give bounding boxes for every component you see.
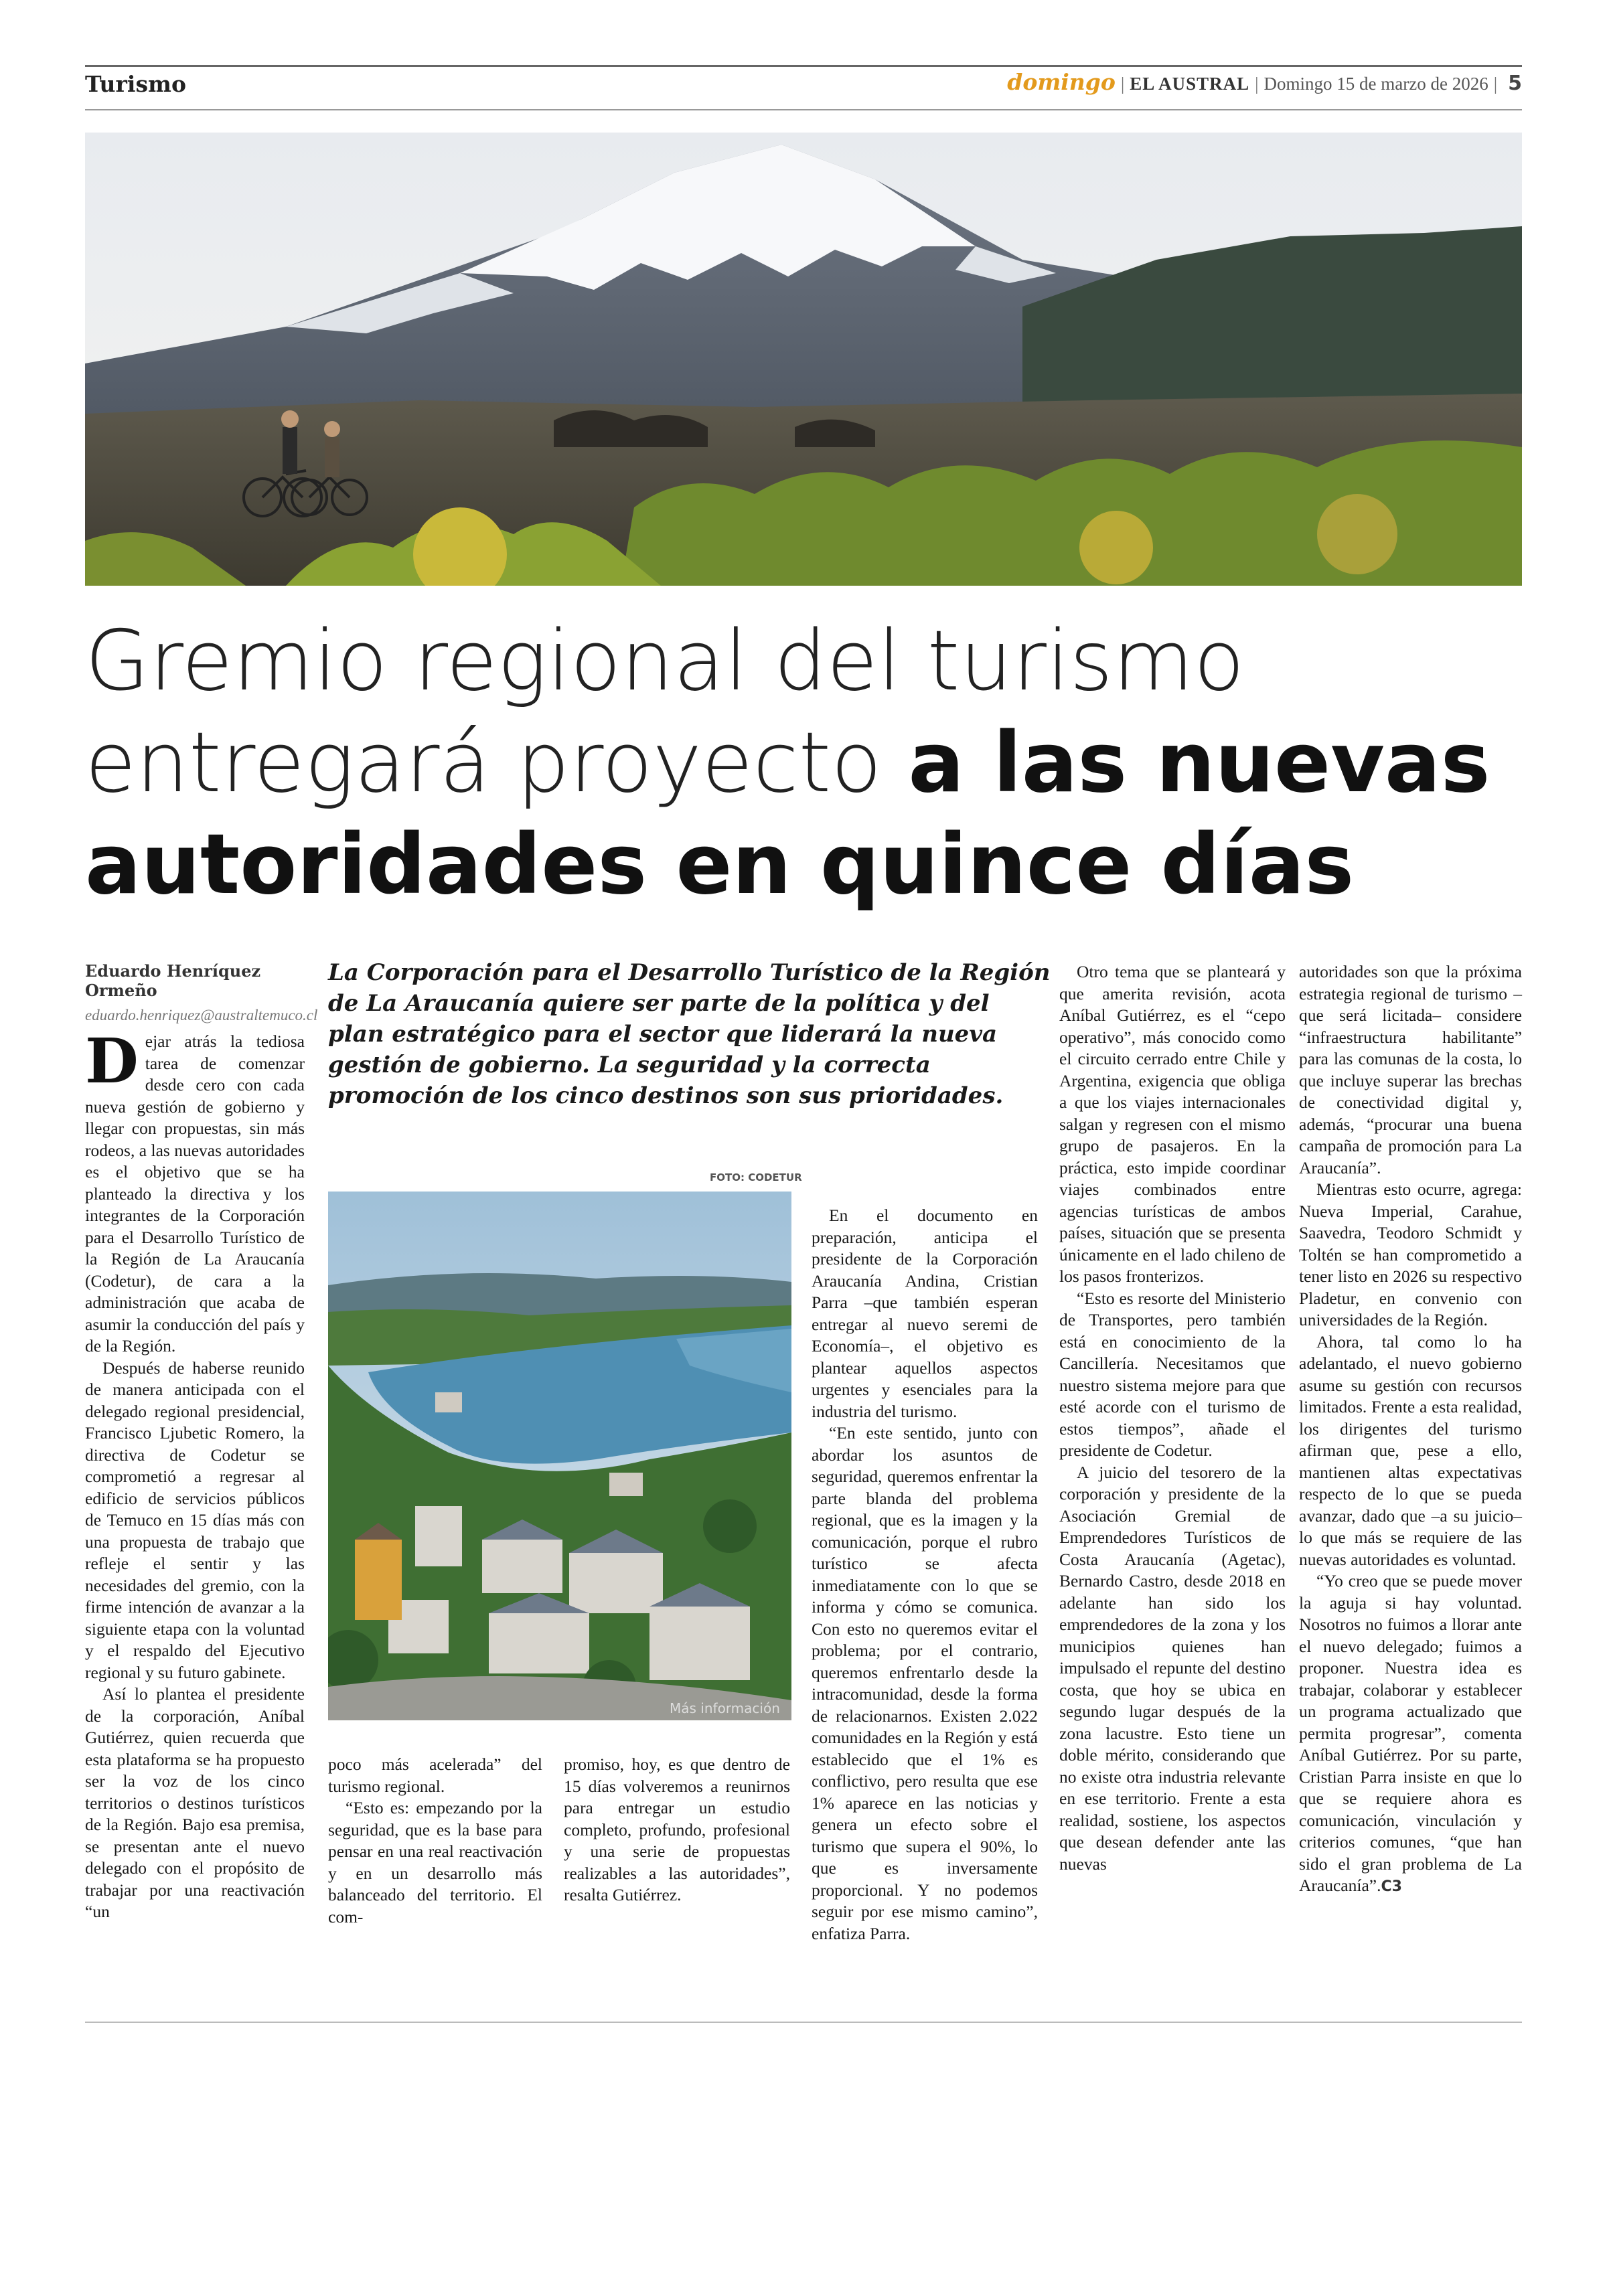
issue-date: Domingo 15 de marzo de 2026	[1264, 74, 1488, 94]
supplement-name: domingo	[1007, 69, 1116, 95]
top-rule	[85, 65, 1522, 67]
paragraph: promiso, hoy, es que dentro de 15 días volveremos a reunirnos para entregar un estudio completo, profundo, profesional y una serie de propuestas realizables a las autoridades”, resalta Gutiérrez.	[564, 1754, 790, 1904]
hero-photo	[85, 133, 1522, 586]
paragraph: A juicio del tesorero de la corporación y presidente de la Asociación Gremial de Emprendedores Turísticos de Costa Araucanía (Agetac), Bernardo Castro, desde 2018 en adelante han sido los emprendedores de la zona y los municipios quienes han impulsado el repunte del destino costa, que hoy se ubica en segundo lugar después de la zona lacustre. Esto tiene un doble mérito, considerando que no existe otra industria relevante en ese territorio. Frente a esta realidad, sostiene, los aspectos que desean defender ante las nuevas	[1059, 1462, 1286, 1874]
header-rule	[85, 109, 1522, 110]
paragraph: Después de haberse reunido de manera anticipada con el delegado regional presidencial, Francisco Ljubetic Romero, la directiva de Codetur se comprometió a regresar al edificio de servicios públicos de Temuco en 15 días más con una propuesta de trabajo que refleje el sentir y las necesidades del gremio, con la firme intención de avanzar a la siguiente etapa con la voluntad y el respaldo del Ejecutivo regional y su futuro gabinete.	[85, 1358, 305, 1682]
headline-line-2-bold: a las nuevas	[908, 715, 1490, 811]
column-1	[85, 1025, 305, 1923]
column-2	[328, 1754, 542, 1928]
headline-line-2-light: entregará proyecto	[85, 715, 909, 811]
page-number: 5	[1508, 72, 1522, 95]
column-6	[1299, 961, 1522, 1898]
paragraph: Así lo plantea el presidente de la corporación, Aníbal Gutiérrez, quien recuerda que esta plataforma se ha propuesto ser la voz de los cinco territorios o destinos turísticos de la Región. Bajo esa premisa, se presentan ante el nuevo delegado con el propósito de trabajar por una reactivación “un	[85, 1684, 305, 1921]
photo-watermark: Más información	[670, 1700, 780, 1716]
paragraph: “Esto es: empezando por la seguridad, que es la base para pensar en una real reactivación y en un desarrollo más balanceado del territorio. El com-	[328, 1798, 542, 1926]
paragraph: Ahora, tal como lo ha adelantado, el nuevo gobierno asume su gestión con recursos limitados. Frente a esta realidad, los dirigentes del turismo afirman que, pese a ello, mantienen altas expectativas respecto de lo que se pueda avanzar, dado que –a su juicio– lo que más se requiere de las nuevas autoridades es voluntad.	[1299, 1331, 1522, 1569]
column-5	[1059, 961, 1286, 1875]
section-label: Turismo	[85, 71, 186, 97]
author-email[interactable]: eduardo.henriquez@australtemuco.cl	[85, 1007, 318, 1023]
column-4	[812, 1205, 1038, 1945]
paragraph: poco más acelerada” del turismo regional.	[328, 1754, 542, 1796]
author-name: Eduardo Henríquez Ormeño	[85, 961, 261, 1000]
town-photo	[328, 1192, 791, 1720]
paragraph: ejar atrás la tediosa tarea de comenzar desde cero con cada nueva gestión de gobierno y llegar con propuestas, sin más rodeos, a las nuevas autoridades es el objetivo que se ha planteado la directiva y los integrantes de la Corporación para el Desarrollo Turístico de la Región de La Araucanía (Codetur), de cara a la administración que acaba de asumir la conducción del país y de la Región.	[85, 1032, 305, 1356]
paragraph: autoridades son que la próxima estrategia regional de turismo –que será licitada– considere “infraestructura habilitante” para las comunas de la costa, lo que incluye superar las brechas de conectividad digital y, además, “procurar una buena campaña de promoción para La Araucanía”.	[1299, 962, 1522, 1177]
paragraph: Otro tema que se planteará y que amerita revisión, acota Aníbal Gutiérrez, es el “cepo operativo”, más conocido como el circuito cerrado entre Chile y Argentina, exigencia que obliga a que los viajes internacionales salgan y regresen con el mismo grupo de pasajeros. En la práctica, esto impide coordinar viajes combinados entre agencias turísticas de ambos países, situación que se presenta únicamente en el lado chileno de los pasos fronterizos.	[1059, 962, 1286, 1286]
bottom-rule	[85, 2022, 1522, 2023]
headline-line-3: autoridades en quince días	[85, 817, 1355, 913]
paragraph: “Yo creo que se puede mover la aguja si hay voluntad. Nosotros no fuimos a llorar ante el nuevo delegado; fuimos a proponer. Nuestra idea es trabajar, colaborar y establecer un programa actualizado que permita progresar”, comenta Aníbal Gutiérrez. Por su parte, Cristian Parra insiste en que lo que se requiere ahora es comunicación, vinculación y criterios comunes, “que han sido el gran problema de La Araucanía”.	[1299, 1571, 1522, 1895]
headline	[85, 610, 1522, 916]
headline-line-1: Gremio regional del turismo	[85, 613, 1245, 710]
masthead: domingo | EL AUSTRAL | Domingo 15 de marzo de 2026 | 5	[1007, 69, 1522, 95]
photo-credit: FOTO: CODETUR	[710, 1171, 802, 1183]
paragraph: “Esto es resorte del Ministerio de Transportes, pero también está en conocimiento de la Cancillería. Necesitamos que nuestro sistema mejore para que esté acorde con el turismo de estos tiempos”, añade el presidente de Codetur.	[1059, 1288, 1286, 1460]
paper-name: EL AUSTRAL	[1130, 74, 1250, 94]
drop-cap: D	[85, 1025, 139, 1097]
column-3	[564, 1754, 790, 1906]
paragraph: “En este sentido, junto con abordar los asuntos de seguridad, queremos enfrentar la parte blanda del problema regional, que es la imagen y la comunicación, porque el rubro turístico se afecta inmediatamente con lo que se informa y cómo se comunica. Con esto no queremos evitar el problema; por el contrario, queremos enfrentarlo desde la intracomunidad, desde la forma de relacionarnos. Existen 2.022 comunidades en la Región y está establecido que el 1% es conflictivo, pero resulta que ese 1% aparece en las noticias y genera un efecto sobre el turismo que supera el 90%, lo que es inversamente proporcional. Y no podemos seguir por ese mismo camino”, enfatiza Parra.	[812, 1423, 1038, 1943]
lead-paragraph: La Corporación para el Desarrollo Turístico de la Región de La Araucanía quiere ser parte de la política y del plan estratégico para el sector que liderará la nueva gestión de gobierno. La seguridad y la correcta promoción de los cinco destinos son sus prioridades.	[328, 959, 1051, 1109]
paragraph: Mientras esto ocurre, agrega: Nueva Imperial, Carahue, Saavedra, Teodoro Schmidt y Toltén se han comprometido a tener listo en 2026 su respectivo Pladetur, en convenio con universidades de la Región.	[1299, 1179, 1522, 1329]
end-mark: C3	[1381, 1878, 1402, 1895]
paragraph: En el documento en preparación, anticipa el presidente de la Corporación Araucanía Andina, Cristian Parra –que también esperan entregar al nuevo seremi de Economía–, el objetivo es plantear aquellos aspectos urgentes y esenciales para la industria del turismo.	[812, 1206, 1038, 1421]
byline	[85, 961, 318, 1024]
